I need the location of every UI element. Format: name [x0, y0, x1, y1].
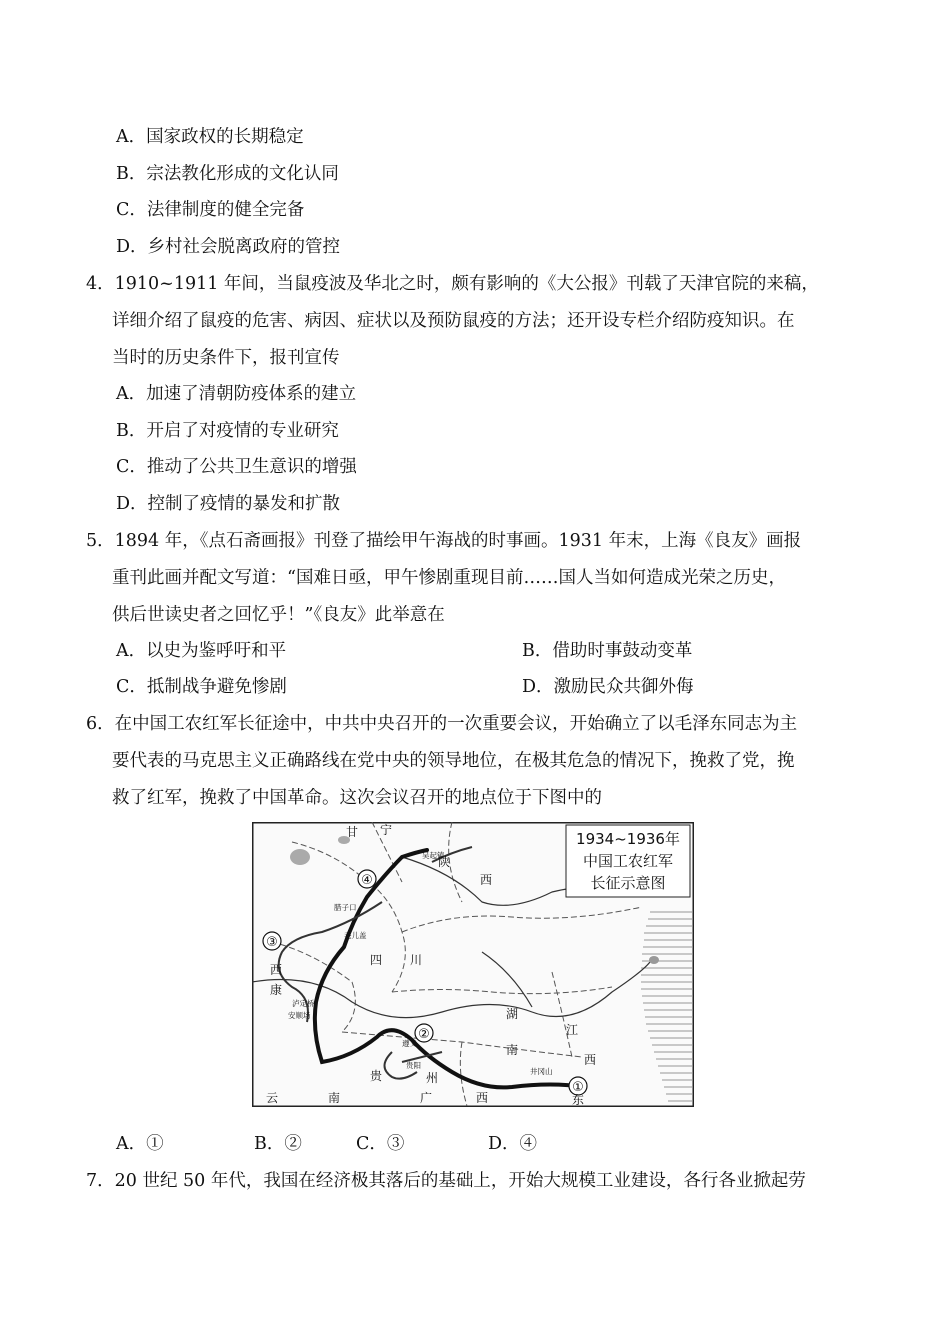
q6-stem-line-2: 要代表的马克思主义正确路线在党中央的领导地位，在极其危急的情况下，挽救了党，挽: [112, 751, 795, 771]
label-guang: 广: [420, 1091, 433, 1105]
label-yun: 云: [266, 1091, 279, 1105]
label-jiang: 江: [566, 1023, 579, 1037]
q3-option-d: D．乡村社会脱离政府的管控: [116, 237, 341, 257]
q6-stem-line-3: 救了红军，挽救了中国革命。这次会议召开的地点位于下图中的: [112, 788, 602, 808]
label-nan: 南: [506, 1043, 519, 1057]
q5-option-b: B．借助时事鼓动变革: [522, 641, 693, 661]
q5-stem-line-3: 供后世读史者之回忆乎！”《良友》此举意在: [112, 605, 445, 625]
q4-option-b: B．开启了对疫情的专业研究: [116, 421, 339, 441]
q4-option-d: D．控制了疫情的暴发和扩散: [116, 494, 341, 514]
place-ludingqiao: 泸定桥: [292, 999, 315, 1008]
q4-stem-line-3: 当时的历史条件下，报刊宣传: [112, 348, 340, 368]
place-wuqizhen: 吴起镇: [422, 851, 445, 860]
q6-stem-line-1: 6．在中国工农红军长征途中，中共中央召开的一次重要会议，开始确立了以毛泽东同志为主: [86, 714, 798, 734]
place-guiyang: 贵阳: [406, 1061, 421, 1070]
label-gui: 贵: [370, 1069, 383, 1083]
place-jinggangshan: 井冈山: [530, 1067, 553, 1076]
label-shaan: 陕: [438, 855, 451, 869]
map-title-line-2: 中国工农红军: [582, 852, 674, 870]
q7-stem-line-1: 7．20 世纪 50 年代，我国在经济极其落后的基础上，开始大规模工业建设，各行各业掀起劳: [86, 1171, 806, 1191]
q4-option-c: C．推动了公共卫生意识的增强: [116, 457, 357, 477]
label-xi-top: 西: [480, 873, 493, 887]
map-title-line-3: 长征示意图: [590, 874, 666, 892]
q5-option-a: A．以史为鉴呼吁和平: [116, 641, 287, 661]
label-si: 四: [370, 953, 383, 967]
place-maoergai: 毛儿盖: [344, 931, 367, 940]
q6-option-b: B．②: [254, 1134, 302, 1154]
label-xikang-xi: 西: [270, 963, 283, 977]
q3-option-a: A．国家政权的长期稳定: [116, 127, 304, 147]
label-hu: 湖: [506, 1007, 519, 1021]
q5-option-c: C．抵制战争避免惨剧: [116, 677, 287, 697]
place-zunyi: 遵义: [402, 1039, 417, 1048]
marker-4: ④: [361, 873, 373, 888]
q4-option-a: A．加速了清朝防疫体系的建立: [116, 384, 357, 404]
label-chuan: 川: [410, 953, 423, 967]
label-zhou: 州: [426, 1071, 439, 1085]
label-guangxi-xi: 西: [476, 1091, 489, 1105]
label-dong: 东: [572, 1093, 585, 1107]
q4-stem-line-2: 详细介绍了鼠疫的危害、病因、症状以及预防鼠疫的方法；还开设专栏介绍防疫知识。在: [112, 311, 795, 331]
q3-option-b: B．宗法教化形成的文化认同: [116, 164, 339, 184]
q5-stem-line-2: 重刊此画并配文写道：“国难日亟，甲午惨剧重现目前……国人当如何造成光荣之历史，: [112, 568, 786, 588]
q6-option-a: A．①: [116, 1134, 164, 1154]
label-xikang-kang: 康: [270, 983, 283, 997]
q5-stem-line-1: 5．1894 年，《点石斋画报》刊登了描绘甲午海战的时事画。1931 年末，上海《良友》画报: [86, 531, 802, 551]
label-ning: 宁: [380, 823, 393, 837]
label-gan: 甘: [346, 825, 359, 839]
q4-stem-line-1: 4．1910~1911 年间，当鼠疫波及华北之时，颇有影响的《大公报》刊载了天津官院的来稿，: [86, 274, 819, 294]
label-jiangxi-xi: 西: [584, 1053, 597, 1067]
lake-taihu: [649, 956, 659, 964]
map-title-line-1: 1934~1936年: [576, 830, 680, 848]
long-march-map: [252, 822, 694, 1107]
q5-option-d: D．激励民众共御外侮: [522, 677, 694, 697]
marker-2: ②: [418, 1027, 430, 1042]
marker-3: ③: [266, 935, 278, 950]
place-lazikou: 腊子口: [334, 903, 357, 912]
place-anshunchang: 安顺场: [288, 1011, 311, 1020]
q6-option-c: C．③: [356, 1134, 405, 1154]
lake-qinghai: [290, 849, 310, 865]
label-yunnan-nan: 南: [328, 1091, 341, 1105]
q3-option-c: C．法律制度的健全完备: [116, 200, 305, 220]
q6-option-d: D．④: [488, 1134, 538, 1154]
marker-1: ①: [572, 1080, 584, 1095]
